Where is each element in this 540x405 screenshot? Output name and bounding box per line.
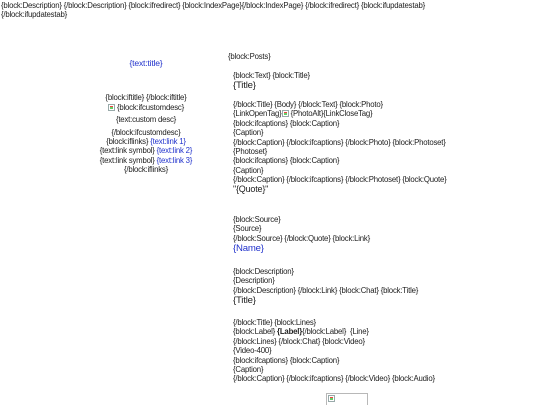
source-close-tags: {/block:Source} {/block:Quote} {block:Link} <box>233 233 371 243</box>
label-close-tag: {/block:Label} <box>302 327 347 337</box>
chat-lines-tags: {/block:Title} {block:Lines} <box>233 318 316 327</box>
photo-close-tags: {/block:Caption} {/block:ifcaptions} {/block:Photo} {block:Photoset} <box>233 137 446 147</box>
quote-text: "{Quote}" <box>233 183 269 194</box>
sidebar <box>98 59 194 175</box>
link-close-tag: {LinkCloseTag} <box>323 109 373 119</box>
photo-alt-text: {PhotoAlt} <box>290 109 324 119</box>
label-open-tag: {block:Label} <box>233 327 276 337</box>
photoset-captions-tags: {block:ifcaptions} {block:Caption} <box>233 156 340 166</box>
photoset-close-tags: {/block:Caption} {/block:ifcaptions} {/block:Photoset} {block:Quote} <box>233 175 447 185</box>
source-post <box>233 215 533 254</box>
broken-image-icon <box>328 395 335 402</box>
iftitle-tags: {block:iftitle} {/block:iftitle} <box>105 93 187 103</box>
chat-label-row <box>233 327 533 336</box>
link-open-tag: {LinkOpenTag} <box>233 109 282 119</box>
description-open-tag: {block:Description} <box>233 267 294 276</box>
source-text: {Source} <box>233 224 262 234</box>
chat-title: {Title} <box>233 295 256 307</box>
chat-post <box>233 318 533 384</box>
posts-block-label: {block:Posts} <box>228 52 271 61</box>
video-close-tags: {/block:Caption} {/block:ifcaptions} {/block:Video} {block:Audio} <box>233 374 435 384</box>
chat-line: {Line} <box>350 327 369 337</box>
link-name[interactable]: {Name} <box>233 243 264 255</box>
photo-post <box>233 100 533 194</box>
source-open-tag: {block:Source} <box>233 215 281 224</box>
description-post <box>233 267 533 306</box>
customdesc-close-tag: {/block:ifcustomdesc} <box>111 127 181 137</box>
text-post <box>233 71 533 91</box>
customdesc-row <box>98 103 194 112</box>
photoset-caption: {Caption} <box>233 165 264 175</box>
customdesc-open-tag: {block:ifcustomdesc} <box>116 102 185 112</box>
description-text: {Description} <box>233 276 275 286</box>
photo-captions-tags: {block:ifcaptions} {block:Caption} <box>233 118 340 128</box>
iflinks-close-tag: {/block:iflinks} <box>123 165 169 175</box>
link-symbol: {text:link symbol} <box>99 146 155 156</box>
links-block <box>98 137 194 175</box>
photo-post-tags: {/block:Title} {Body} {/block:Text} {block:Photo} <box>233 100 383 109</box>
sidebar-link-3[interactable]: {text:link 3} <box>156 155 193 165</box>
video-caption: {Caption} <box>233 365 264 375</box>
sidebar-link-2[interactable]: {text:link 2} <box>156 146 193 156</box>
header-template-tags <box>1 1 536 20</box>
iflinks-open-tag: {block:iflinks} <box>106 137 149 147</box>
text-post-tags: {block:Text} {block:Title} <box>233 71 310 80</box>
broken-image-frame <box>326 393 368 405</box>
broken-image-icon[interactable] <box>282 110 289 117</box>
custom-desc-text: {text:custom desc} <box>115 115 177 125</box>
description-close-tags: {/block:Description} {/block:Link} {block:Chat} {block:Title} <box>233 285 419 295</box>
chat-close-tags: {/block:Lines} {/block:Chat} {block:Video} <box>233 336 365 346</box>
post-title: {Title} <box>233 80 256 92</box>
blog-title-link[interactable]: {text:title} <box>129 58 163 68</box>
photo-link-row <box>233 109 533 118</box>
chat-label: {Label} <box>277 327 303 337</box>
video-captions-tags: {block:ifcaptions} {block:Caption} <box>233 355 340 365</box>
header-line-2: {/block:ifupdatestab} <box>1 10 68 20</box>
header-line-1: {block:Description} {/block:Description} {block:ifredirect} {block:IndexPage}{/block:IndexPage} {/block:ifredirect} {block:ifupdatestab} <box>1 1 426 10</box>
photo-caption: {Caption} <box>233 128 264 138</box>
broken-image-icon <box>108 104 115 111</box>
link-symbol: {text:link symbol} <box>99 155 155 165</box>
sidebar-link-1[interactable]: {text:link 1} <box>150 137 186 147</box>
video-embed: {Video-400} <box>233 346 272 356</box>
photoset: {Photoset} <box>233 147 267 157</box>
